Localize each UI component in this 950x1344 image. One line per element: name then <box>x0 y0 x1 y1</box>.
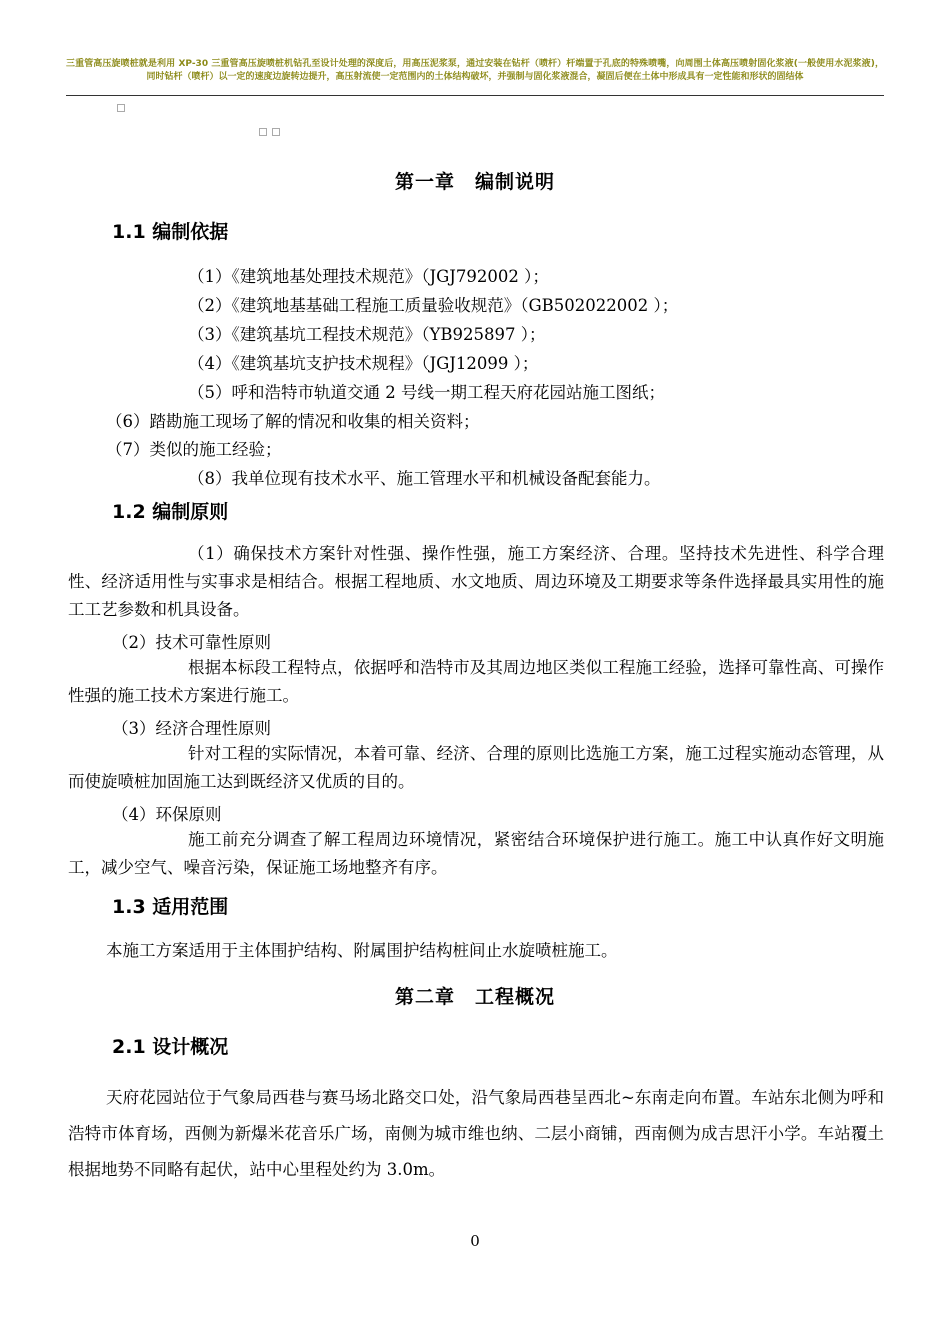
placeholder-box <box>117 104 125 112</box>
section-1-1-title: 1.1 编制依据 <box>112 221 229 243</box>
design-overview-paragraph: 天府花园站位于气象局西巷与赛马场北路交口处，沿气象局西巷呈西北~东南走向布置。车站东北侧为呼和浩特市体育场，西侧为新爆米花音乐广场，南侧为城市维也纳、二层小商铺，西南侧为成吉思汗小学。车站覆土根据地势不同略有起伏，站中心里程处约为 3.0m。 <box>68 1088 884 1179</box>
principle-paragraph: 根据本标段工程特点，依据呼和浩特市及其周边地区类似工程施工经验，选择可靠性高、可操作性强的施工技术方案进行施工。 <box>68 658 884 705</box>
chapter-2-title: 第二章 工程概况 <box>394 986 555 1008</box>
section-1-3-title: 1.3 适用范围 <box>112 896 229 918</box>
section-1-2-title: 1.2 编制原则 <box>112 501 229 523</box>
principle-paragraph: 施工前充分调查了解工程周边环境情况，紧密结合环境保护进行施工。施工中认真作好文明施工，减少空气、噪音污染，保证施工场地整齐有序。 <box>68 830 884 877</box>
principle-heading: （4）环保原则 <box>112 805 222 824</box>
basis-item: （3）《建筑基坑工程技术规范》（YB925897 ）； <box>188 325 546 344</box>
principle-paragraph: （1）确保技术方案针对性强、操作性强，施工方案经济、合理。坚持技术先进性、科学合理性、经济适用性与实事求是相结合。根据工程地质、水文地质、周边环境及工期要求等条件选择最具实用性的施工工艺参数和机具设备。 <box>68 544 884 619</box>
basis-item: （6）踏勘施工现场了解的情况和收集的相关资料； <box>106 412 480 431</box>
principle-heading: （3）经济合理性原则 <box>112 719 271 738</box>
placeholder-box <box>272 128 280 136</box>
basis-item: （4）《建筑基坑支护技术规程》（JGJ12099 ）； <box>188 354 539 373</box>
principle-paragraph: 针对工程的实际情况，本着可靠、经济、合理的原则比选施工方案，施工过程实施动态管理，从而使旋喷桩加固施工达到既经济又优质的目的。 <box>68 744 884 791</box>
basis-item: （1）《建筑地基处理技术规范》（JGJ792002 ）； <box>188 267 549 286</box>
basis-item: （8）我单位现有技术水平、施工管理水平和机械设备配套能力。 <box>188 469 661 488</box>
running-header: 三重管高压旋喷桩就是利用 XP-30 三重管高压旋喷桩机钻孔至设计处理的深度后，用高压泥浆泵，通过安装在钻杆（喷杆）杆端置于孔底的特殊喷嘴，向周围土体高压喷射固化浆液(一般使用水泥浆液)，同时钻杆（喷杆）以一定的速度边旋转边提升，高压射流使一定范围内的土体结构破坏，并强制与固化浆液混合，凝固后便在土体中形成具有一定性能和形状的固结体 <box>66 59 884 82</box>
section-2-1-title: 2.1 设计概况 <box>112 1036 229 1058</box>
principle-heading: （2）技术可靠性原则 <box>112 633 271 652</box>
basis-item: （2）《建筑地基基础工程施工质量验收规范》（GB502022002 ）； <box>188 296 679 315</box>
scope-paragraph: 本施工方案适用于主体围护结构、附属围护结构桩间止水旋喷桩施工。 <box>106 941 618 960</box>
chapter-1-title: 第一章 编制说明 <box>394 171 555 193</box>
placeholder-box <box>259 128 267 136</box>
basis-item: （5）呼和浩特市轨道交通 2 号线一期工程天府花园站施工图纸； <box>188 383 665 402</box>
basis-item: （7）类似的施工经验； <box>106 440 282 459</box>
page-number: 0 <box>470 1232 480 1250</box>
header-rule <box>66 95 884 96</box>
